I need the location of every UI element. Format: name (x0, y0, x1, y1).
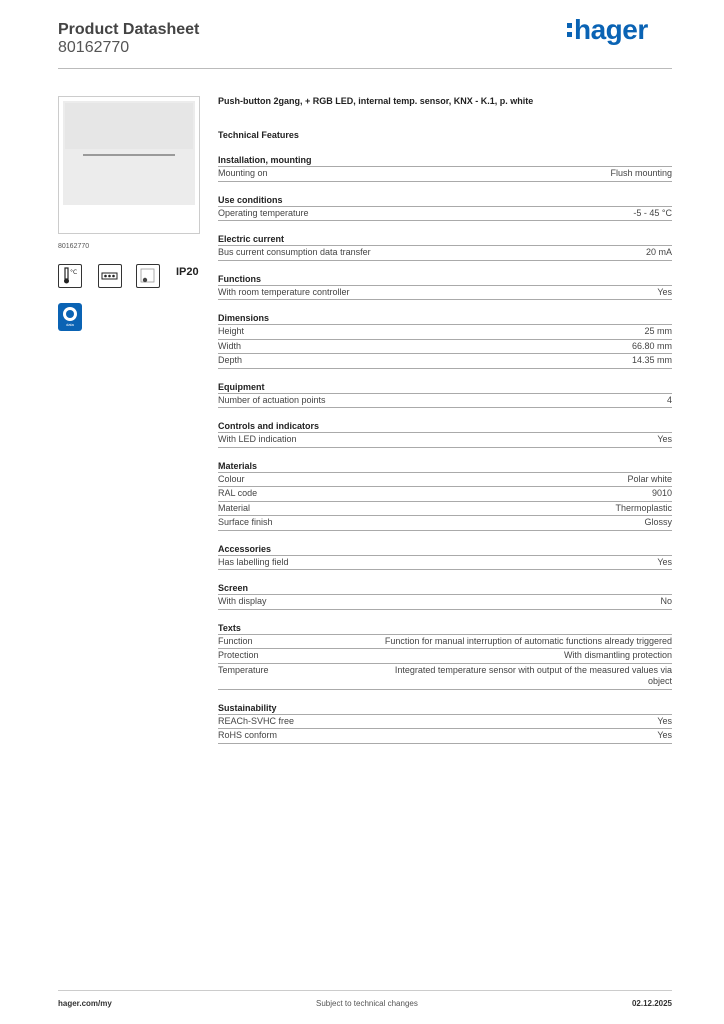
group-title: Controls and indicators (218, 421, 672, 433)
page-title: Product Datasheet (58, 21, 200, 38)
group-title: Equipment (218, 382, 672, 394)
feature-groups (218, 155, 672, 744)
feature-value: Integrated temperature sensor with output of the measured values via object (394, 664, 672, 686)
feature-value: Thermoplastic (615, 502, 672, 513)
feature-value: Yes (657, 730, 672, 740)
feature-value: Yes (657, 556, 672, 567)
feature-key: Surface finish (218, 517, 273, 527)
feature-row (218, 556, 672, 571)
group-title: Functions (218, 274, 672, 286)
feature-key: Temperature (218, 664, 269, 675)
group-title: Texts (218, 623, 672, 635)
feature-row (218, 286, 672, 301)
feature-row (218, 715, 672, 730)
feature-value: 25 mm (644, 326, 672, 336)
feature-group (218, 623, 672, 690)
logo-text: hager (574, 14, 648, 45)
feature-key: Number of actuation points (218, 394, 326, 405)
feature-value: Flush mounting (610, 168, 672, 178)
feature-key: Function (218, 635, 253, 646)
group-title: Sustainability (218, 703, 672, 715)
feature-key: Mounting on (218, 168, 268, 178)
feature-group (218, 461, 672, 531)
group-title: Electric current (218, 234, 672, 246)
feature-row (218, 502, 672, 517)
logo-colon-icon (567, 14, 572, 37)
feature-value: With dismantling protection (563, 650, 672, 660)
feature-group (218, 234, 672, 261)
feature-row (218, 649, 672, 664)
thermometer-celsius-icon (58, 264, 82, 288)
feature-group (218, 274, 672, 301)
feature-row (218, 595, 672, 610)
feature-row (218, 635, 672, 650)
feature-key: Depth (218, 355, 243, 365)
feature-group (218, 313, 672, 369)
ip-rating: IP20 (176, 266, 199, 278)
group-title: Accessories (218, 544, 672, 556)
footer-divider (58, 990, 672, 991)
feature-row (218, 664, 672, 690)
feature-row (218, 394, 672, 409)
photo-caption: 80162770 (58, 243, 90, 250)
group-title: Dimensions (218, 313, 672, 325)
feature-value: Glossy (644, 517, 672, 527)
feature-group (218, 544, 672, 571)
feature-value: Yes (657, 715, 672, 726)
footer-date: 02.12.2025 (631, 999, 672, 1008)
feature-key: With room temperature controller (218, 286, 350, 297)
footer-note: Subject to technical changes (316, 999, 418, 1008)
product-split-line (83, 154, 175, 156)
feature-key: Width (218, 340, 242, 351)
product-top-rocker (65, 103, 193, 149)
feature-value: 20 mA (645, 247, 672, 257)
svg-text:°C: °C (70, 269, 78, 276)
feature-row (218, 487, 672, 502)
hager-logo (567, 14, 648, 46)
feature-value: 4 (666, 394, 672, 405)
feature-value: 66.80 mm (631, 340, 672, 351)
feature-row (218, 433, 672, 448)
feature-key: Operating temperature (218, 207, 309, 218)
product-number: 80162770 (58, 39, 130, 56)
feature-key: REACh-SVHC free (218, 715, 295, 726)
feature-row (218, 167, 672, 182)
feature-key: Has labelling field (218, 556, 289, 567)
feature-value: -5 - 45 °C (633, 207, 672, 218)
feature-group (218, 155, 672, 182)
eco-badge-text: data (66, 322, 74, 327)
feature-row (218, 354, 672, 369)
feature-row (218, 207, 672, 222)
feature-key: Height (218, 326, 245, 336)
feature-group (218, 583, 672, 610)
feature-value: 9010 (651, 488, 672, 498)
feature-row (218, 340, 672, 355)
feature-value: Function for manual interruption of automatic functions already triggered (384, 635, 672, 646)
feature-value: Yes (657, 286, 672, 297)
feature-group (218, 195, 672, 222)
feature-value: Yes (657, 434, 672, 444)
group-title: Screen (218, 583, 672, 595)
technical-features-title: Technical Features (218, 130, 299, 140)
datasheet-content (218, 96, 672, 744)
feature-key: RoHS conform (218, 730, 278, 740)
knx-module-icon (136, 264, 160, 288)
feature-key: With LED indication (218, 434, 297, 444)
feature-key: With display (218, 596, 267, 606)
feature-row (218, 246, 672, 261)
header-divider (58, 68, 672, 69)
feature-group (218, 421, 672, 448)
product-photo (58, 96, 200, 234)
feature-value: 14.35 mm (631, 355, 672, 365)
group-title: Installation, mounting (218, 155, 672, 167)
product-title: Push-button 2gang, + RGB LED, internal temp. sensor, KNX - K.1, p. white (218, 96, 534, 106)
feature-group (218, 382, 672, 409)
feature-key: Colour (218, 473, 245, 484)
feature-key: RAL code (218, 488, 258, 498)
feature-value: No (660, 596, 672, 606)
eco-passport-icon (58, 303, 82, 331)
group-title: Materials (218, 461, 672, 473)
feature-group (218, 703, 672, 744)
feature-key: Bus current consumption data transfer (218, 247, 371, 257)
feature-value: Polar white (627, 473, 672, 484)
feature-row (218, 729, 672, 744)
feature-key: Protection (218, 650, 259, 660)
footer-website[interactable]: hager.com/my (58, 999, 112, 1008)
feature-row (218, 325, 672, 340)
feature-key: Material (218, 502, 251, 513)
group-title: Use conditions (218, 195, 672, 207)
feature-row (218, 516, 672, 531)
feature-row (218, 473, 672, 488)
led-rgb-icon (98, 264, 122, 288)
